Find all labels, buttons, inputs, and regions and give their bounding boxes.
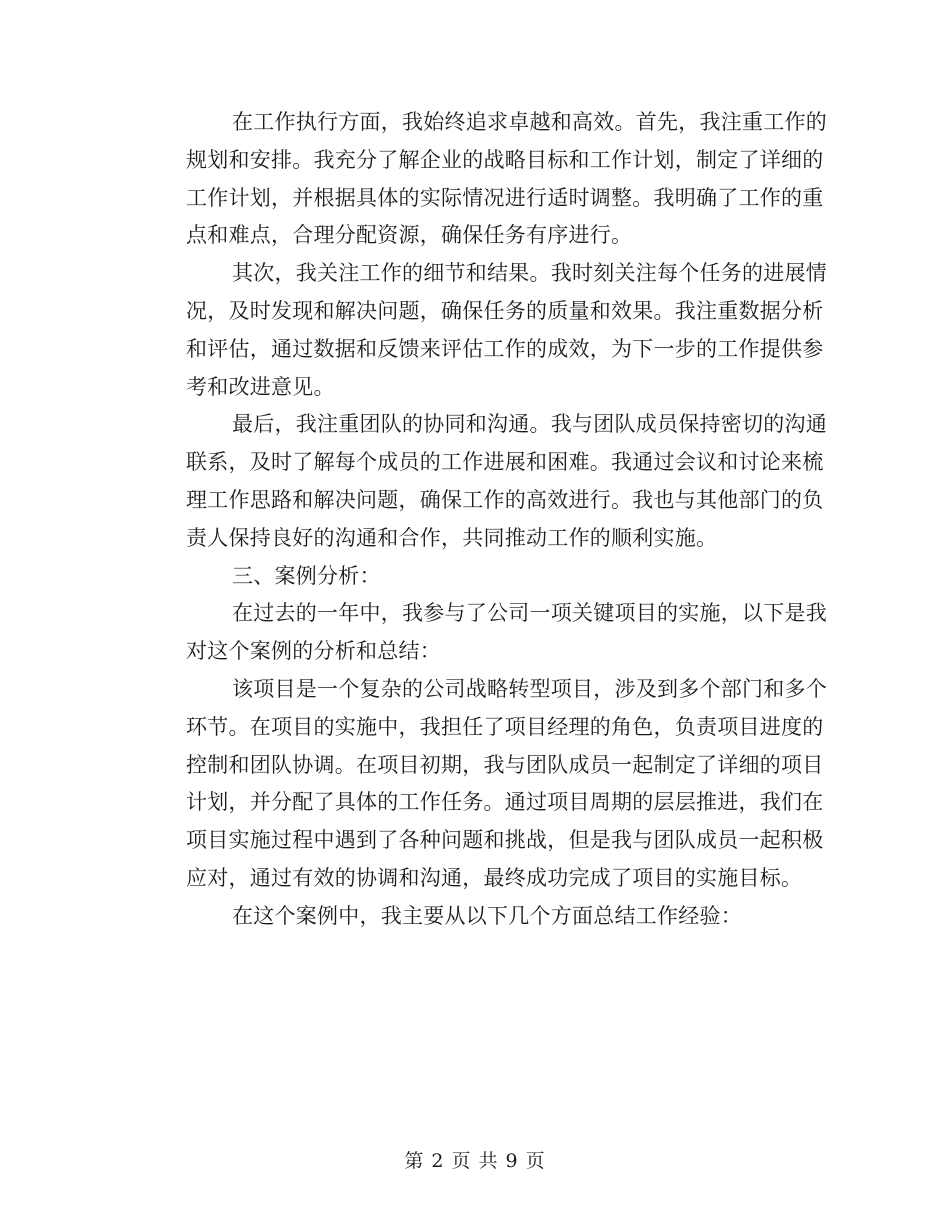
text-line: 应对，通过有效的协调和沟通，最终成功完成了项目的实施目标。 [186, 865, 803, 890]
text-line: 理工作思路和解决问题，确保工作的高效进行。我也与其他部门的负 [186, 487, 824, 512]
text-line: 点和难点，合理分配资源，确保任务有序进行。 [186, 223, 633, 248]
paragraph-experience-summary [140, 898, 798, 936]
text-line: 在工作执行方面，我始终追求卓越和高效。首先，我注重工作的 [232, 110, 827, 134]
text-line: 况，及时发现和解决问题，确保任务的质量和效果。我注重数据分析 [186, 298, 824, 323]
text-line: 在这个案例中，我主要从以下几个方面总结工作经验： [232, 903, 742, 928]
text-line: 计划，并分配了具体的工作任务。通过项目周期的层层推进，我们在 [186, 790, 824, 815]
text-line: 联系，及时了解每个成员的工作进展和困难。我通过会议和讨论来梳 [186, 450, 824, 475]
text-line: 项目实施过程中遇到了各种问题和挑战，但是我与团队成员一起积极 [186, 828, 824, 853]
section-heading: 三、案例分析： [232, 563, 381, 588]
text-line: 考和改进意见。 [186, 374, 335, 399]
text-line: 环节。在项目的实施中，我担任了项目经理的角色，负责项目进度的 [186, 714, 824, 739]
paragraph-team-collaboration [140, 406, 827, 557]
paragraph-case-intro [140, 595, 827, 671]
section-heading-case-analysis [140, 558, 798, 596]
text-line: 在过去的一年中，我参与了公司一项关键项目的实施，以下是我 [232, 601, 827, 626]
text-line: 控制和团队协调。在项目初期，我与团队成员一起制定了详细的项目 [186, 752, 824, 777]
paragraph-work-execution [140, 104, 827, 255]
text-line: 和评估，通过数据和反馈来评估工作的成效，为下一步的工作提供参 [186, 336, 824, 361]
paragraph-details-results [140, 255, 827, 406]
text-line: 该项目是一个复杂的公司战略转型项目，涉及到多个部门和多个 [232, 676, 827, 701]
text-line: 责人保持良好的沟通和合作，共同推动工作的顺利实施。 [186, 525, 718, 550]
document-body [140, 104, 827, 936]
text-line: 其次，我关注工作的细节和结果。我时刻关注每个任务的进展情 [232, 261, 827, 286]
page-number-footer: 第 2 页 共 9 页 [404, 1150, 546, 1172]
paragraph-project-description [140, 671, 827, 898]
text-line: 工作计划，并根据具体的实际情况进行适时调整。我明确了工作的重 [186, 185, 824, 210]
text-line: 规划和安排。我充分了解企业的战略目标和工作计划，制定了详细的 [186, 147, 824, 172]
text-line: 对这个案例的分析和总结： [186, 639, 441, 664]
text-line: 最后，我注重团队的协同和沟通。我与团队成员保持密切的沟通 [232, 412, 827, 437]
